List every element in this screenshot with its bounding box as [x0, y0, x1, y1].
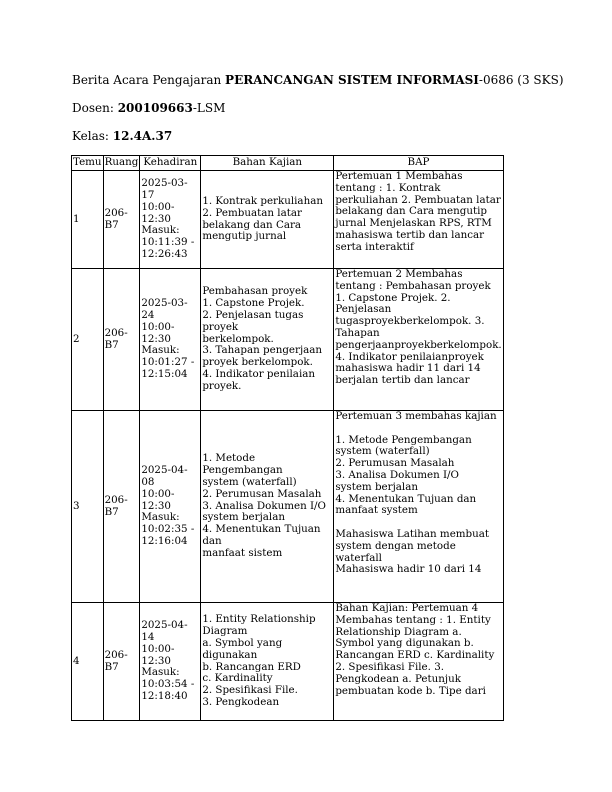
- cell-bap-line: Mahasiswa hadir 10 dari 14: [335, 563, 482, 576]
- cell-bahan-kajian-line: a. Symbol yang digunakan: [202, 636, 283, 661]
- cell-bap-line: manfaat system: [335, 504, 418, 517]
- cell-bap-line: mahasiswa tertib dan lancar: [335, 228, 485, 241]
- cell-kehadiran-line: 2025-04-08: [141, 464, 188, 488]
- cell-ruang-line: B7: [104, 505, 119, 518]
- cell-bahan-kajian-line: Pembahasan proyek: [202, 285, 308, 298]
- course-name: PERANCANGAN SISTEM INFORMASI: [225, 73, 479, 87]
- cell-bap-line: Penjelasan: [335, 303, 392, 316]
- cell-bap-line: Rancangan ERD c. Kardinality: [335, 649, 495, 662]
- cell-bap-line: 2. Perumusan Masalah: [335, 457, 455, 470]
- class-line: [72, 129, 172, 143]
- column-header-bahan-kajian: Bahan Kajian: [201, 156, 334, 171]
- cell-bap-line: 2. Spesifikasi File. 3.: [335, 660, 445, 673]
- cell-kehadiran-line: 12:30: [141, 654, 171, 667]
- cell-ruang-line: 206-: [104, 493, 128, 506]
- cell-bahan-kajian-line: mengutip jurnal: [202, 230, 287, 243]
- cell-bap-line: system dengan metode: [335, 539, 456, 552]
- cell-bahan-kajian-line: Diagram: [202, 625, 248, 638]
- cell-bap-line: pengerjaanproyekberkelompok.: [335, 338, 502, 351]
- cell-bap-line: 4. Indikator penilaianproyek: [335, 350, 484, 363]
- cell-bahan-kajian: [201, 603, 334, 721]
- cell-bap: [334, 269, 503, 411]
- cell-bahan-kajian-line: 3. Tahapan pengerjaan: [202, 344, 323, 357]
- column-header-bap: BAP: [334, 156, 503, 171]
- lecturer-code: -LSM: [192, 101, 226, 115]
- cell-bahan-kajian-line: 2. Spesifikasi File.: [202, 684, 298, 697]
- column-header-temu: Temu: [72, 156, 104, 171]
- cell-temu: 3: [72, 411, 104, 603]
- cell-bap-line: 1. Capstone Projek. 2.: [335, 291, 451, 304]
- cell-bap-line: jurnal Menjelaskan RPS, RTM: [335, 217, 492, 230]
- cell-bap-line: Membahas tentang : 1. Entity: [335, 613, 491, 626]
- cell-temu: 2: [72, 269, 104, 411]
- cell-ruang: [103, 269, 140, 411]
- cell-kehadiran-line: Masuk:: [141, 666, 180, 679]
- cell-kehadiran-line: 10:00-: [141, 487, 175, 500]
- cell-temu: 4: [72, 603, 104, 721]
- cell-kehadiran-line: 10:01:27 -: [141, 356, 195, 369]
- cell-bahan-kajian-line: 1. Metode Pengembangan: [202, 452, 283, 477]
- cell-temu: 1: [72, 171, 104, 269]
- cell-bahan-kajian-line: 2. Pembuatan latar: [202, 206, 302, 219]
- cell-kehadiran: [140, 171, 201, 269]
- cell-bahan-kajian-line: system berjalan: [202, 511, 285, 524]
- cell-kehadiran-line: 10:03:54 -: [141, 678, 195, 691]
- cell-bap-line: belakang dan Cara mengutip: [335, 205, 488, 218]
- cell-kehadiran-line: 10:11:39 -: [141, 236, 195, 249]
- cell-kehadiran-line: 12:15:04: [141, 367, 188, 380]
- cell-bahan-kajian-line: 4. Indikator penilaian: [202, 367, 316, 380]
- cell-ruang: [103, 603, 140, 721]
- cell-bap-line: Pertemuan 2 Membahas: [335, 268, 463, 280]
- cell-bahan-kajian-line: 4. Menentukan Tujuan dan: [202, 523, 321, 547]
- cell-kehadiran-line: 12:30: [141, 212, 171, 225]
- cell-bahan-kajian-line: 3. Pengkodean: [202, 695, 280, 708]
- cell-kehadiran-line: Masuk:: [141, 511, 180, 524]
- column-header-ruang: Ruang: [103, 156, 140, 171]
- cell-kehadiran-line: Masuk:: [141, 224, 180, 237]
- cell-kehadiran-line: 12:30: [141, 332, 171, 345]
- cell-kehadiran-line: 10:00-: [141, 642, 175, 655]
- cell-bap-line: waterfall: [335, 551, 382, 564]
- cell-kehadiran: [140, 411, 201, 603]
- cell-bahan-kajian-line: 2. Penjelasan tugas proyek: [202, 309, 304, 333]
- cell-bap: [334, 411, 503, 603]
- cell-kehadiran-line: 12:16:04: [141, 534, 188, 547]
- cell-bap-line: Pertemuan 3 membahas kajian: [335, 410, 497, 422]
- cell-kehadiran-line: 12:30: [141, 499, 171, 512]
- cell-bap-line: perkuliahan 2. Pembuatan latar: [335, 193, 501, 206]
- cell-bap-line: berjalan tertib dan lancar: [335, 374, 470, 387]
- cell-kehadiran-line: 2025-03-24: [141, 297, 188, 321]
- cell-bap-line: Tahapan: [335, 326, 380, 339]
- cell-bap-line: tentang : Pembahasan proyek: [335, 279, 491, 292]
- table-row: [72, 603, 504, 721]
- document-title: [72, 73, 564, 87]
- cell-ruang-line: 206-: [104, 326, 128, 339]
- cell-ruang: [103, 411, 140, 603]
- cell-bahan-kajian-line: 1. Entity Relationship: [202, 613, 316, 626]
- cell-bahan-kajian-line: berkelompok.: [202, 332, 274, 345]
- cell-bahan-kajian-line: 1. Kontrak perkuliahan: [202, 194, 323, 207]
- cell-bahan-kajian-line: proyek berkelompok.: [202, 356, 313, 369]
- cell-bahan-kajian: [201, 171, 334, 269]
- cell-bap-line: Bahan Kajian: Pertemuan 4: [335, 602, 479, 614]
- table-body: [72, 171, 504, 721]
- lecturer-line: [72, 101, 225, 115]
- cell-kehadiran-line: 10:00-: [141, 320, 175, 333]
- table-row: [72, 411, 504, 603]
- cell-bap-line: 1. Metode Pengembangan: [335, 433, 472, 446]
- cell-kehadiran: [140, 269, 201, 411]
- cell-bahan-kajian-line: c. Kardinality: [202, 672, 273, 685]
- cell-bahan-kajian-line: manfaat sistem: [202, 546, 283, 559]
- cell-kehadiran-line: 10:02:35 -: [141, 523, 195, 536]
- cell-bap-line: serta interaktif: [335, 240, 414, 253]
- cell-bap-line: Pengkodean a. Petunjuk: [335, 672, 461, 685]
- teaching-record-table: [71, 155, 504, 721]
- cell-bap-line: Pertemuan 1 Membahas: [335, 170, 463, 182]
- cell-ruang-line: 206-: [104, 206, 128, 219]
- cell-bahan-kajian: [201, 411, 334, 603]
- table-row: [72, 269, 504, 411]
- cell-kehadiran: [140, 603, 201, 721]
- class-label: Kelas:: [72, 129, 113, 143]
- cell-bahan-kajian-line: 3. Analisa Dokumen I/O: [202, 499, 326, 512]
- cell-bap-line: [335, 423, 501, 435]
- cell-bap-line: system berjalan: [335, 480, 418, 493]
- cell-bap-line: tugasproyekberkelompok. 3.: [335, 315, 485, 328]
- cell-bap-line: pembuatan kode b. Tipe dari: [335, 684, 486, 697]
- lecturer-id: 200109663: [117, 101, 193, 115]
- table-row: [72, 171, 504, 269]
- cell-bahan-kajian: [201, 269, 334, 411]
- course-code: -0686 (3 SKS): [478, 73, 564, 87]
- cell-bahan-kajian-line: proyek.: [202, 379, 242, 392]
- column-header-kehadiran: Kehadiran: [140, 156, 201, 171]
- title-prefix: Berita Acara Pengajaran: [72, 73, 226, 87]
- cell-bap-line: mahasiswa hadir 11 dari 14: [335, 362, 481, 375]
- cell-bap-line: system (waterfall): [335, 445, 430, 458]
- cell-kehadiran-line: 2025-03-17: [141, 177, 188, 201]
- cell-bahan-kajian-line: 1. Capstone Projek.: [202, 297, 305, 310]
- cell-kehadiran-line: 12:18:40: [141, 689, 188, 702]
- cell-bap-line: 4. Menentukan Tujuan dan: [335, 492, 477, 505]
- cell-ruang-line: B7: [104, 338, 119, 351]
- cell-bap-line: Symbol yang digunakan b.: [335, 637, 474, 650]
- cell-bahan-kajian-line: belakang dan Cara: [202, 218, 302, 231]
- cell-kehadiran-line: 2025-04-14: [141, 619, 188, 643]
- lecturer-label: Dosen:: [72, 101, 118, 115]
- cell-bap-line: 3. Analisa Dokumen I/O: [335, 468, 459, 481]
- cell-ruang-line: B7: [104, 660, 119, 673]
- cell-bahan-kajian-line: 2. Perumusan Masalah: [202, 487, 322, 500]
- table-header-row: [72, 156, 504, 171]
- cell-bap: [334, 603, 503, 721]
- cell-kehadiran-line: 12:26:43: [141, 247, 188, 260]
- cell-bap-line: Mahasiswa Latihan membuat: [335, 527, 490, 540]
- cell-bahan-kajian-line: b. Rancangan ERD: [202, 660, 301, 673]
- cell-ruang-line: B7: [104, 218, 119, 231]
- cell-bap-line: tentang : 1. Kontrak: [335, 181, 441, 194]
- cell-bap: [334, 171, 503, 269]
- cell-bap-line: Relationship Diagram a.: [335, 625, 462, 638]
- cell-kehadiran-line: Masuk:: [141, 344, 180, 357]
- cell-ruang: [103, 171, 140, 269]
- cell-kehadiran-line: 10:00-: [141, 200, 175, 213]
- cell-ruang-line: 206-: [104, 648, 128, 661]
- class-value: 12.4A.37: [112, 129, 173, 143]
- cell-bahan-kajian-line: system (waterfall): [202, 476, 297, 488]
